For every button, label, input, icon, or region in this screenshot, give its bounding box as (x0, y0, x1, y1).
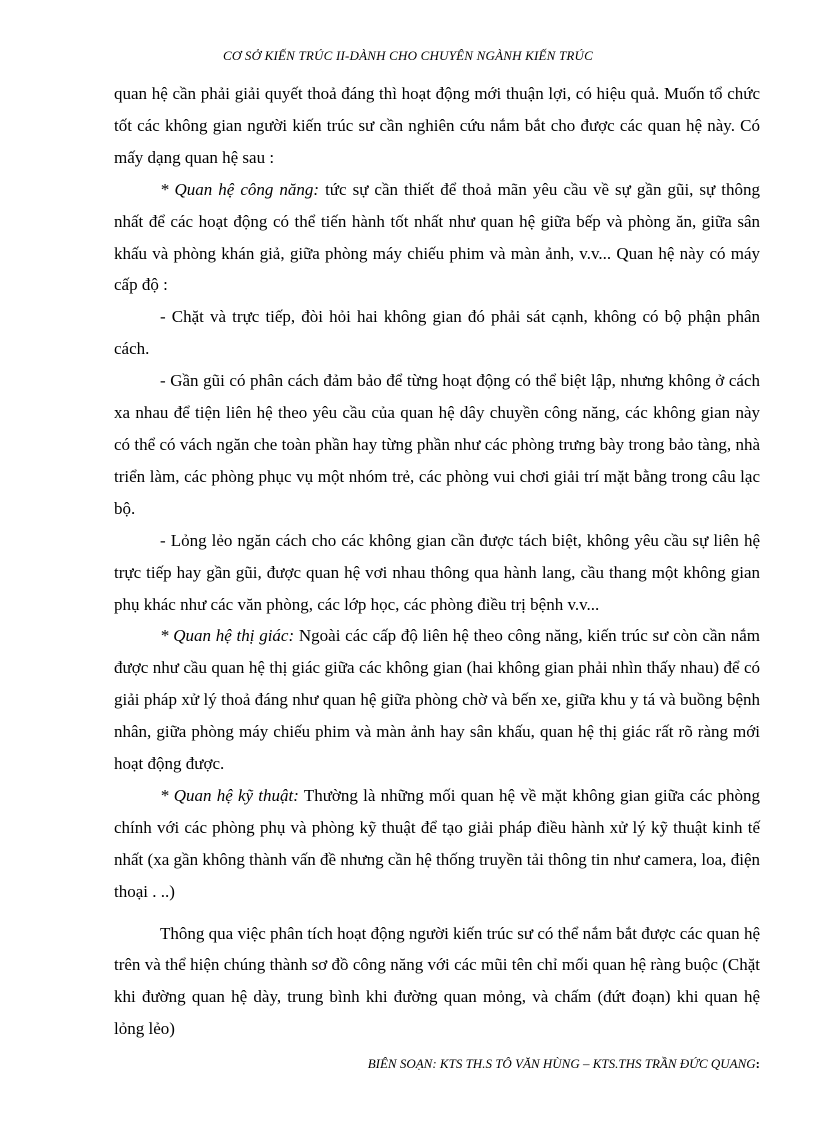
paragraph-technical-relation (114, 780, 760, 908)
paragraph-close-direct: - Chặt và trực tiếp, đòi hỏi hai không gian đó phải sát cạnh, không có bộ phận phân cách. (114, 307, 760, 359)
technical-relation-text: Thường là những mối quan hệ về mặt không gian giữa các phòng chính với các phòng phụ và phòng kỹ thuật để tạo giải pháp điều hành xử lý kỹ thuật kinh tế nhất (xa gần không thành vấn đề nhưng cần hệ thống truyền tải thông tin như camera, loa, điện thoại . ..) (114, 785, 760, 901)
paragraph-near-separated: - Gần gũi có phân cách đảm bảo để từng hoạt động có thể biệt lập, nhưng không ở cách xa nhau để tiện liên hệ theo yêu cầu của quan hệ dây chuyền công năng, các không gian này có thể có vách ngăn che toàn phần hay từng phần như các phòng trưng bày trong bảo tàng, nhà triển làm, các phòng phục vụ một nhóm trẻ, các phòng vui chơi giải trí mặt bằng trong câu lạc bộ. (114, 371, 760, 518)
paragraph-visual-relation (114, 620, 760, 780)
footer-suffix: : (755, 1056, 760, 1071)
document-body (114, 78, 760, 1045)
visual-relation-label: * Quan hệ thị giác: (160, 626, 295, 646)
page-header: CƠ SỞ KIẾN TRÚC II-DÀNH CHO CHUYÊN NGÀNH KIẾN TRÚC (222, 48, 594, 63)
paragraph-loose-separation: - Lỏng lẻo ngăn cách cho các không gian cần được tách biệt, không yêu cầu sự liên hệ trực tiếp hay gần gũi, được quan hệ vơi nhau thông qua hành lang, cầu thang một không gian phụ khác như các văn phòng, các lớp học, các phòng điều trị bệnh v.v... (114, 530, 760, 614)
paragraph-intro: quan hệ cần phải giải quyết thoả đáng thì hoạt động mới thuận lợi, có hiệu quả. Muốn tổ chức tốt các không gian người kiến trúc sư cần nghiên cứu nắm bắt cho được các quan hệ này. Có mấy dạng quan hệ sau : (114, 84, 760, 167)
visual-relation-text: Ngoài các cấp độ liên hệ theo công năng, kiến trúc sư còn cần nắm được như cầu quan hệ thị giác giữa các không gian (hai không gian phải nhìn thấy nhau) để có giải pháp xử lý thoả đáng như quan hệ giữa phòng chờ và bến xe, giữa khu y tá và buồng bệnh nhân, giữa phòng máy chiếu phim và màn ảnh hay sân khấu, quan hệ thị giác rất rõ ràng mới hoạt động được. (114, 626, 760, 774)
functional-relation-text: tức sự cần thiết để thoả mãn yêu cầu về sự gần gũi, sự thông nhất để các hoạt động có thể tiến hành tốt nhất như quan hệ giữa bếp và phòng ăn, giữa sân khấu và phòng khán giả, giữa phòng máy chiếu phim và màn ảnh, v.v... Quan hệ này có máy cấp độ : (114, 179, 760, 295)
functional-relation-label: * Quan hệ công năng: (160, 179, 320, 199)
paragraph-functional-relation (114, 174, 760, 302)
technical-relation-label: * Quan hệ kỹ thuật: (160, 785, 299, 805)
paragraph-conclusion: Thông qua việc phân tích hoạt động người kiến trúc sư có thể nắm bắt được các quan hệ trên và thể hiện chúng thành sơ đồ công năng với các mũi tên chỉ mối quan hệ ràng buộc (Chặt khi đường quan hệ dày, trung bình khi đường quan mỏng, và chấm (đứt đoạn) khi quan hệ lỏng lẻo) (114, 923, 760, 1039)
footer-author-text: BIÊN SOẠN: KTS TH.S TÔ VĂN HÙNG – KTS.THS TRẦN ĐỨC QUANG (367, 1056, 756, 1071)
page-footer (340, 1056, 760, 1072)
